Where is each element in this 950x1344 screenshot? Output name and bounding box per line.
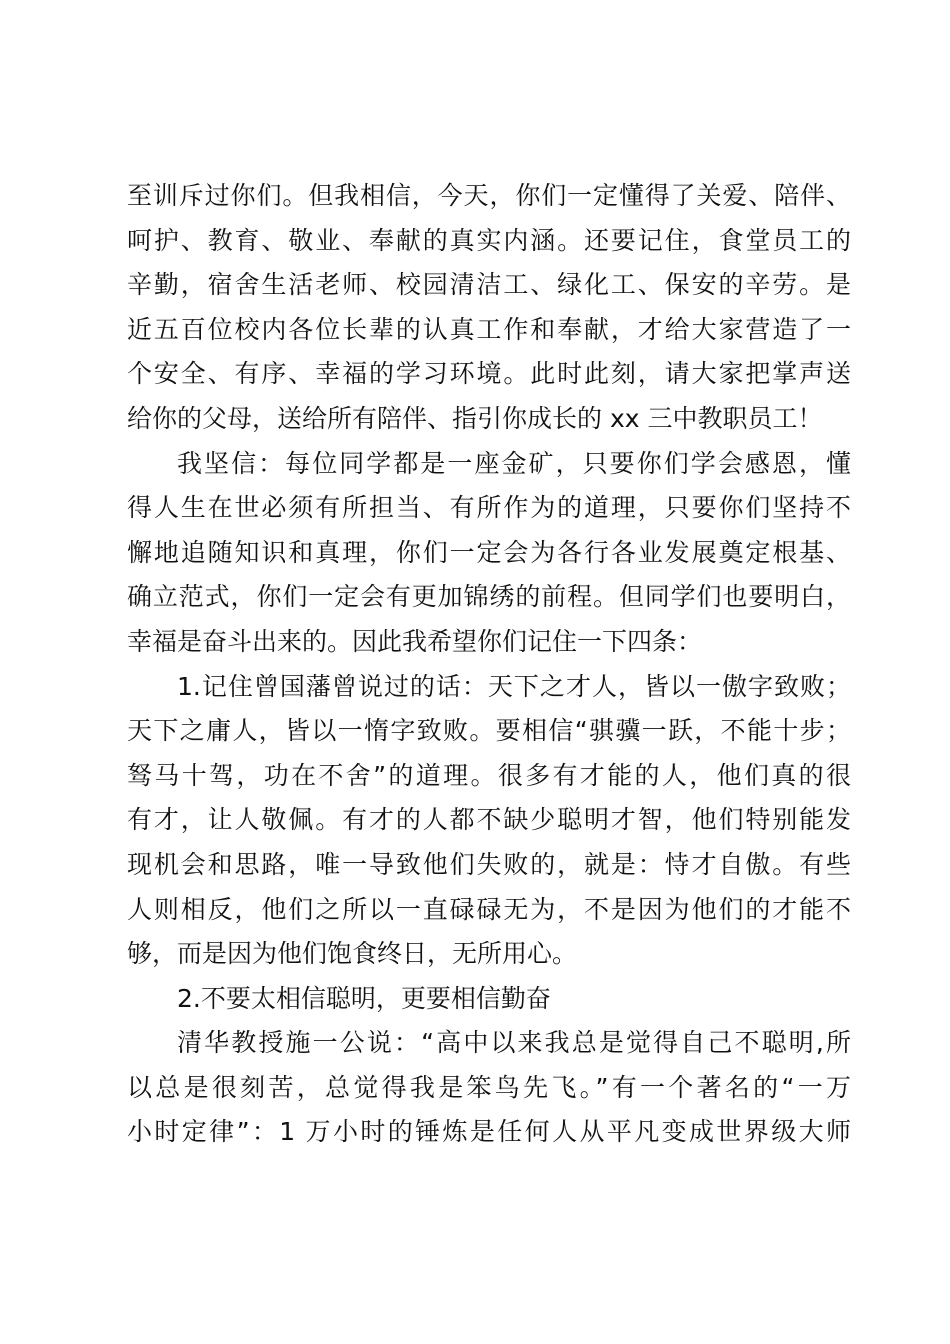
text-line: 1.记住曾国藩曾说过的话：天下之才人，皆以一傲字致败； <box>177 671 851 701</box>
text-line: 小时定律”：1 万小时的锤炼是任何人从平凡变成世界级大师 <box>127 1117 851 1147</box>
text-line: 至训斥过你们。但我相信，今天，你们一定懂得了关爱、陪伴、 <box>127 181 851 210</box>
text-line: 确立范式，你们一定会有更加锦绣的前程。但同学们也要明白， <box>127 582 851 612</box>
text-line: 够，而是因为他们饱食终日，无所用心。 <box>127 939 578 969</box>
text-line: 近五百位校内各位长辈的认真工作和奉献，才给大家营造了一 <box>127 314 851 344</box>
text-line: 2.不要太相信聪明，更要相信勤奋 <box>177 983 551 1013</box>
text-line: 有才，让人敬佩。有才的人都不缺少聪明才智，他们特别能发 <box>127 805 851 835</box>
text-line: 个安全、有序、幸福的学习环境。此时此刻，请大家把掌声送 <box>127 359 851 389</box>
body-text <box>127 174 851 1155</box>
text-line: 我坚信：每位同学都是一座金矿，只要你们学会感恩，懂 <box>177 448 851 478</box>
text-line: 现机会和思路，唯一导致他们失败的，就是：恃才自傲。有些 <box>127 849 851 879</box>
text-line: 懈地追随知识和真理，你们一定会为各行各业发展奠定根基、 <box>127 537 851 567</box>
text-line: 清华教授施一公说：“高中以来我总是觉得自己不聪明,所 <box>177 1028 851 1058</box>
text-line: 给你的父母，送给所有陪伴、指引你成长的 xx 三中教职员工！ <box>127 403 823 433</box>
text-line: 以总是很刻苦，总觉得我是笨鸟先飞。”有一个著名的“一万 <box>127 1072 851 1102</box>
text-line: 驽马十驾，功在不舍”的道理。很多有才能的人，他们真的很 <box>127 760 851 790</box>
text-line: 呵护、教育、敬业、奉献的真实内涵。还要记住，食堂员工的 <box>127 225 851 255</box>
text-line: 得人生在世必须有所担当、有所作为的道理，只要你们坚持不 <box>127 493 851 523</box>
text-line: 幸福是奋斗出来的。因此我希望你们记住一下四条： <box>127 626 703 656</box>
text-line: 辛勤，宿舍生活老师、校园清洁工、绿化工、保安的辛劳。是 <box>127 270 851 300</box>
text-line: 天下之庸人，皆以一惰字致败。要相信“骐骥一跃，不能十步； <box>127 716 851 746</box>
text-line: 人则相反，他们之所以一直碌碌无为，不是因为他们的才能不 <box>127 894 851 924</box>
